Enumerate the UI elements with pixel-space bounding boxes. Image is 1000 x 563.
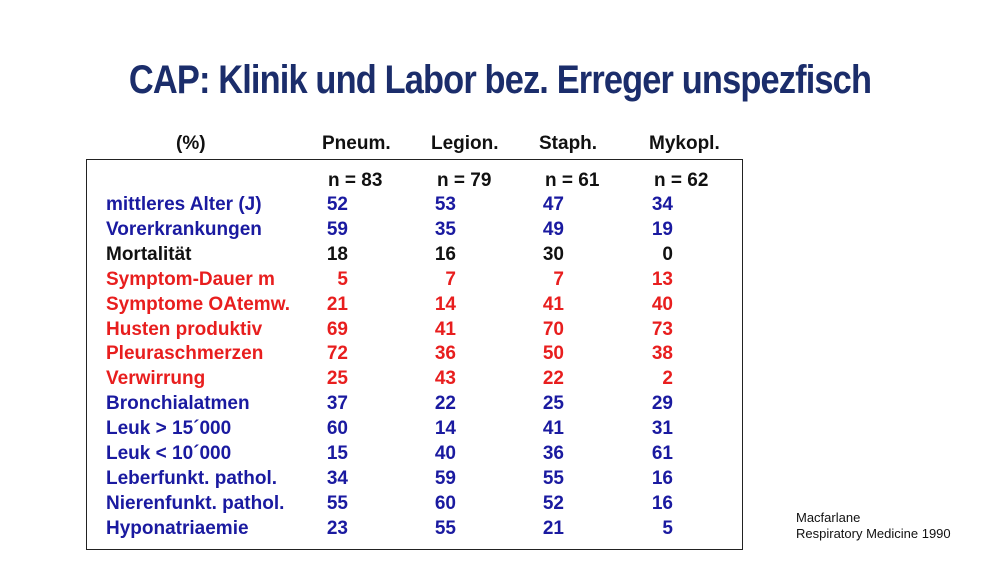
cell-value: 60 — [326, 418, 348, 440]
row-label: Bronchialatmen — [106, 393, 250, 415]
sample-size-mykopl: n = 62 — [654, 170, 709, 191]
cell-value: 41 — [542, 293, 564, 315]
source-journal: Respiratory Medicine 1990 — [796, 526, 951, 541]
row-label: Symptom-Dauer m — [106, 268, 275, 290]
cell-value: 60 — [434, 492, 456, 514]
row-label: Verwirrung — [106, 368, 206, 390]
row-label: Leuk > 15´000 — [106, 418, 232, 440]
cell-value: 40 — [651, 293, 673, 315]
row-label: Vorerkrankungen — [106, 218, 262, 240]
row-label: Mortalität — [106, 243, 192, 265]
cell-value: 21 — [542, 517, 564, 539]
cell-value: 37 — [326, 393, 348, 415]
cell-value: 5 — [337, 268, 348, 290]
column-header-pneum: Pneum. — [322, 133, 391, 154]
column-header-legion: Legion. — [431, 133, 499, 154]
cell-value: 25 — [542, 393, 564, 415]
cell-value: 50 — [542, 343, 564, 365]
table-row — [0, 294, 1000, 319]
cell-value: 41 — [542, 418, 564, 440]
row-label: Nierenfunkt. pathol. — [106, 492, 285, 514]
cell-value: 55 — [326, 492, 348, 514]
row-label: Leberfunkt. pathol. — [106, 467, 277, 489]
cell-value: 36 — [434, 343, 456, 365]
cell-value: 55 — [434, 517, 456, 539]
cell-value: 13 — [651, 268, 673, 290]
table-row — [0, 393, 1000, 418]
cell-value: 72 — [326, 343, 348, 365]
cell-value: 40 — [434, 443, 456, 464]
row-label: Leuk < 10´000 — [106, 443, 232, 464]
cell-value: 29 — [651, 393, 673, 415]
table-row — [0, 368, 1000, 393]
row-label: Husten produktiv — [106, 318, 263, 340]
cell-value: 16 — [651, 492, 673, 514]
cell-value: 5 — [662, 517, 673, 539]
cell-value: 61 — [651, 443, 673, 464]
cell-value: 18 — [326, 243, 348, 265]
cell-value: 25 — [326, 368, 348, 390]
row-label: mittleres Alter (J) — [106, 194, 262, 215]
cell-value: 22 — [542, 368, 564, 390]
cell-value: 21 — [326, 293, 348, 315]
cell-value: 16 — [651, 467, 673, 489]
sample-size-pneum: n = 83 — [328, 170, 383, 191]
sample-size-staph: n = 61 — [545, 170, 600, 191]
cell-value: 38 — [651, 343, 673, 365]
table-row — [0, 244, 1000, 269]
cell-value: 0 — [662, 243, 673, 265]
cell-value: 52 — [326, 194, 348, 215]
cell-value: 41 — [434, 318, 456, 340]
table-row — [0, 343, 1000, 368]
cell-value: 7 — [445, 268, 456, 290]
table-row — [0, 194, 1000, 219]
sample-size-legion: n = 79 — [437, 170, 492, 191]
cell-value: 59 — [326, 218, 348, 240]
column-header-mykopl: Mykopl. — [649, 133, 720, 154]
cell-value: 53 — [434, 194, 456, 215]
table-row — [0, 269, 1000, 294]
cell-value: 22 — [434, 393, 456, 415]
table-row — [0, 443, 1000, 468]
cell-value: 34 — [326, 467, 348, 489]
table-row — [0, 219, 1000, 244]
cell-value: 36 — [542, 443, 564, 464]
cell-value: 19 — [651, 218, 673, 240]
source-author: Macfarlane — [796, 510, 861, 525]
cell-value: 16 — [434, 243, 456, 265]
table-row — [0, 418, 1000, 443]
cell-value: 30 — [542, 243, 564, 265]
source-citation — [796, 510, 951, 542]
cell-value: 43 — [434, 368, 456, 390]
cell-value: 14 — [434, 418, 456, 440]
row-label: Pleuraschmerzen — [106, 343, 264, 365]
cell-value: 31 — [651, 418, 673, 440]
cell-value: 69 — [326, 318, 348, 340]
cell-value: 35 — [434, 218, 456, 240]
cell-value: 55 — [542, 467, 564, 489]
slide-title: CAP: Klinik und Labor bez. Erreger unspezfisch — [128, 58, 872, 102]
cell-value: 23 — [326, 517, 348, 539]
table-row — [0, 468, 1000, 493]
unit-header: (%) — [176, 133, 206, 154]
cell-value: 47 — [542, 194, 564, 215]
row-label: Symptome OAtemw. — [106, 293, 291, 315]
cell-value: 70 — [542, 318, 564, 340]
cell-value: 7 — [553, 268, 564, 290]
column-header-staph: Staph. — [539, 133, 598, 154]
cell-value: 49 — [542, 218, 564, 240]
table-row — [0, 319, 1000, 344]
cell-value: 2 — [662, 368, 673, 390]
cell-value: 73 — [651, 318, 673, 340]
cell-value: 15 — [326, 443, 348, 464]
cell-value: 14 — [434, 293, 456, 315]
cell-value: 34 — [651, 194, 673, 215]
cell-value: 59 — [434, 467, 456, 489]
cell-value: 52 — [542, 492, 564, 514]
row-label: Hyponatriaemie — [106, 517, 249, 539]
